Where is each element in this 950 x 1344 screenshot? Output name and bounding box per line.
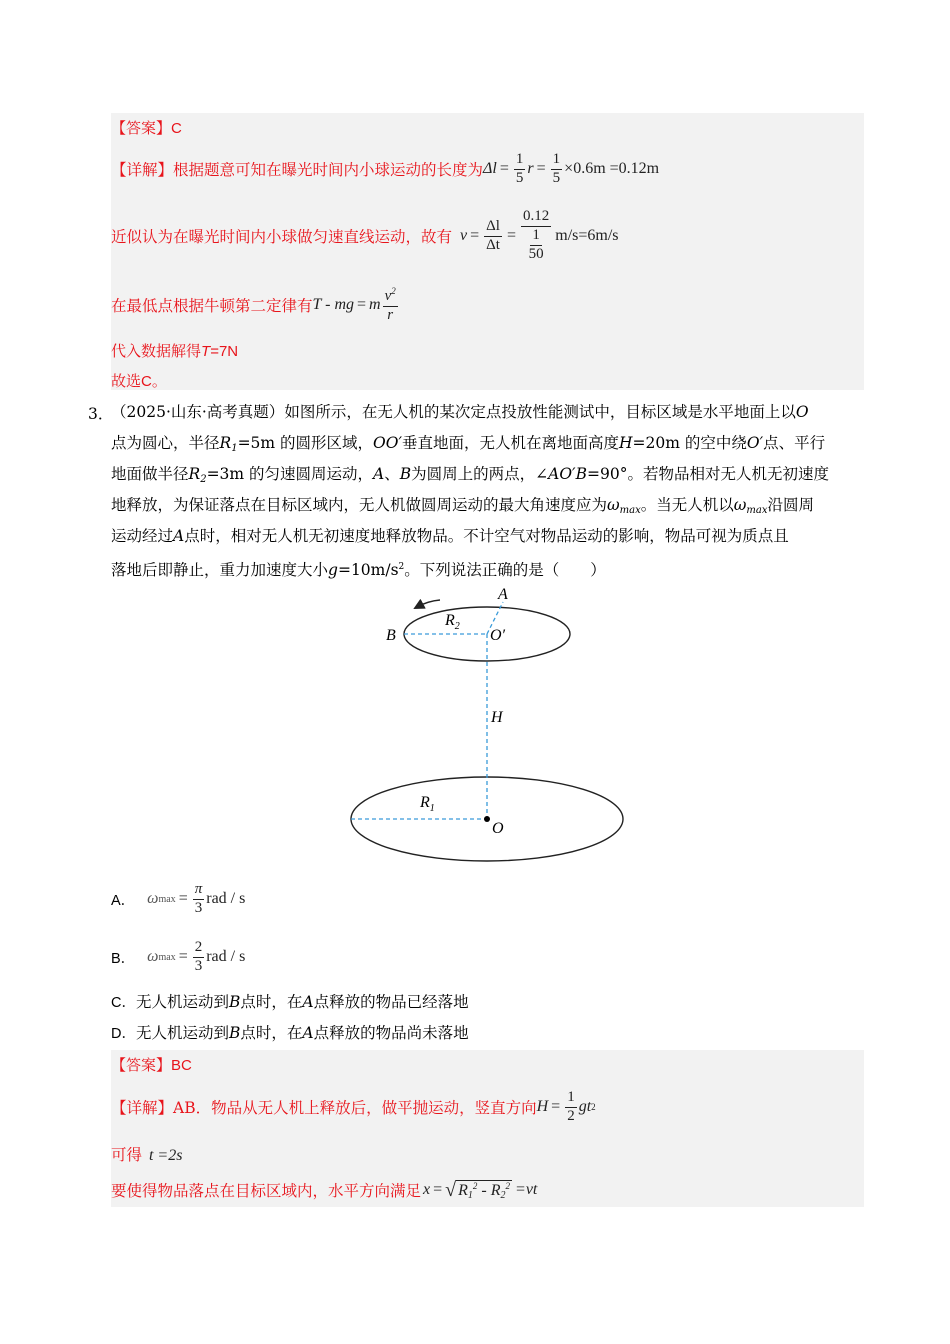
drone-figure	[340, 582, 640, 872]
fraction-pi-third: $\frac{\pi}{3}$	[194, 880, 203, 916]
length-formula	[483, 152, 659, 187]
detail-text: 在最低点根据牛顿第二定律有	[111, 297, 313, 315]
fraction-dl-dt: $\frac{\Delta l}{\Delta t}$	[486, 217, 500, 253]
velocity-formula: v = $\frac{\Delta l}{\Delta t}$ = $\frac{0.12}{\frac{1}{50}}$ m/s=6m/s	[460, 208, 619, 262]
answer-value: C	[171, 120, 182, 137]
radius-r: r	[527, 160, 534, 177]
fraction-distance-time: $\frac{0.12}{\frac{1}{50}}$	[523, 208, 550, 262]
label-r1: $R_1$	[420, 794, 435, 814]
detail-1-line-2	[111, 202, 619, 270]
equals: =	[499, 160, 509, 177]
detail-3-line-3: 要使得物品落点在目标区域内，水平方向满足 x = √ $R_1^2 - R_2^2$ =vt	[111, 1178, 538, 1201]
option-c[interactable]: C．无人机运动到B点时，在A点释放的物品已经落地	[111, 993, 469, 1011]
option-a[interactable]: A． ω max = $\frac{\pi}{3}$ rad / s	[111, 880, 246, 916]
vertical-formula: H = $\frac{1}{2}$ gt 2	[536, 1088, 596, 1124]
detail-1-line-4: 代入数据解得T=7N	[111, 343, 239, 360]
fraction-one-fifth: $\frac{1}{5}$	[515, 150, 524, 186]
detail-1-line-3	[111, 283, 400, 327]
fraction-one-fifth: $\frac{1}{5}$	[552, 150, 561, 186]
question-line-1: （2025·山东·高考真题）如图所示，在无人机的某次定点投放性能测试中，目标区域是水平地面上以O	[111, 403, 809, 421]
detail-3-line-1: 【详解】 AB．物品从无人机上释放后，做平抛运动，竖直方向 H = $\frac{1}{2}$ gt 2	[111, 1088, 596, 1124]
equals: =	[536, 160, 546, 177]
fraction-two-thirds: $\frac{2}{3}$	[194, 938, 203, 974]
answer-label: 【答案】	[111, 120, 172, 137]
delta-l: Δl	[483, 160, 497, 177]
multiplier: ×0.6m	[564, 160, 606, 177]
question-line-4: 地释放，为保证落点在目标区域内，无人机做圆周运动的最大角速度应为$\omega_{max}$。当无人机以$\omega_{max}$沿圆周	[111, 496, 815, 516]
detail-1-line-5: 故选C。	[111, 373, 167, 390]
detail-3-line-2: 可得 t =2s	[111, 1146, 183, 1164]
option-d[interactable]: D．无人机运动到B点时，在A点释放的物品尚未落地	[111, 1024, 469, 1042]
question-line-3: 地面做半径$R_2=3m$ 的匀速圆周运动，A、B为圆周上的两点，∠AO′B=90°。若物品相对无人机无初速度	[111, 465, 829, 485]
detail-text: 根据题意可知在曝光时间内小球运动的长度为	[173, 161, 484, 179]
question-line-6: 落地后即静止，重力加速度大小$g=10m/s^2$。下列说法正确的是（ ）	[111, 561, 606, 579]
velocity-v: v	[460, 227, 468, 244]
option-b[interactable]: B． ω max = $\frac{2}{3}$ rad / s	[111, 938, 246, 974]
fraction-v2-r: $\frac{v^2}{r}$	[384, 285, 396, 323]
detail-text: 近似认为在曝光时间内小球做匀速直线运动，故有	[111, 228, 453, 246]
tension-minus-weight: T - mg	[312, 296, 355, 313]
label-o: O	[492, 820, 504, 837]
time-result: t =2s	[148, 1147, 183, 1164]
label-a: A	[498, 586, 508, 603]
detail-1-line-1	[111, 147, 659, 191]
label-b: B	[386, 627, 396, 644]
question-line-5: 运动经过A点时，相对无人机无初速度地释放物品。不计空气对物品运动的影响，物品可视为质点且	[111, 527, 789, 545]
length-result: =0.12m	[609, 160, 660, 177]
answer-1	[111, 117, 182, 138]
answer-3: 【答案】BC	[111, 1057, 192, 1074]
label-h: H	[491, 709, 503, 726]
label-r2: $R_2$	[445, 612, 460, 632]
detail-label: 【详解】	[111, 161, 174, 179]
question-line-2: 点为圆心，半径$R_1=5m$ 的圆形区域，OO′垂直地面，无人机在离地面高度H=20m 的空中绕O′点、平行	[111, 434, 826, 454]
fraction-one-half: $\frac{1}{2}$	[567, 1088, 575, 1124]
label-o-prime: O′	[490, 627, 506, 644]
center-o-dot	[484, 816, 490, 822]
mass-m: m	[369, 296, 381, 313]
question-number: 3．	[88, 405, 114, 423]
rotation-arrow-icon	[417, 600, 440, 607]
velocity-result: m/s=6m/s	[555, 227, 619, 244]
horizontal-formula: x = √ $R_1^2 - R_2^2$ =vt	[423, 1178, 538, 1201]
newton-formula: T - mg = m $\frac{v^2}{r}$	[312, 285, 396, 323]
